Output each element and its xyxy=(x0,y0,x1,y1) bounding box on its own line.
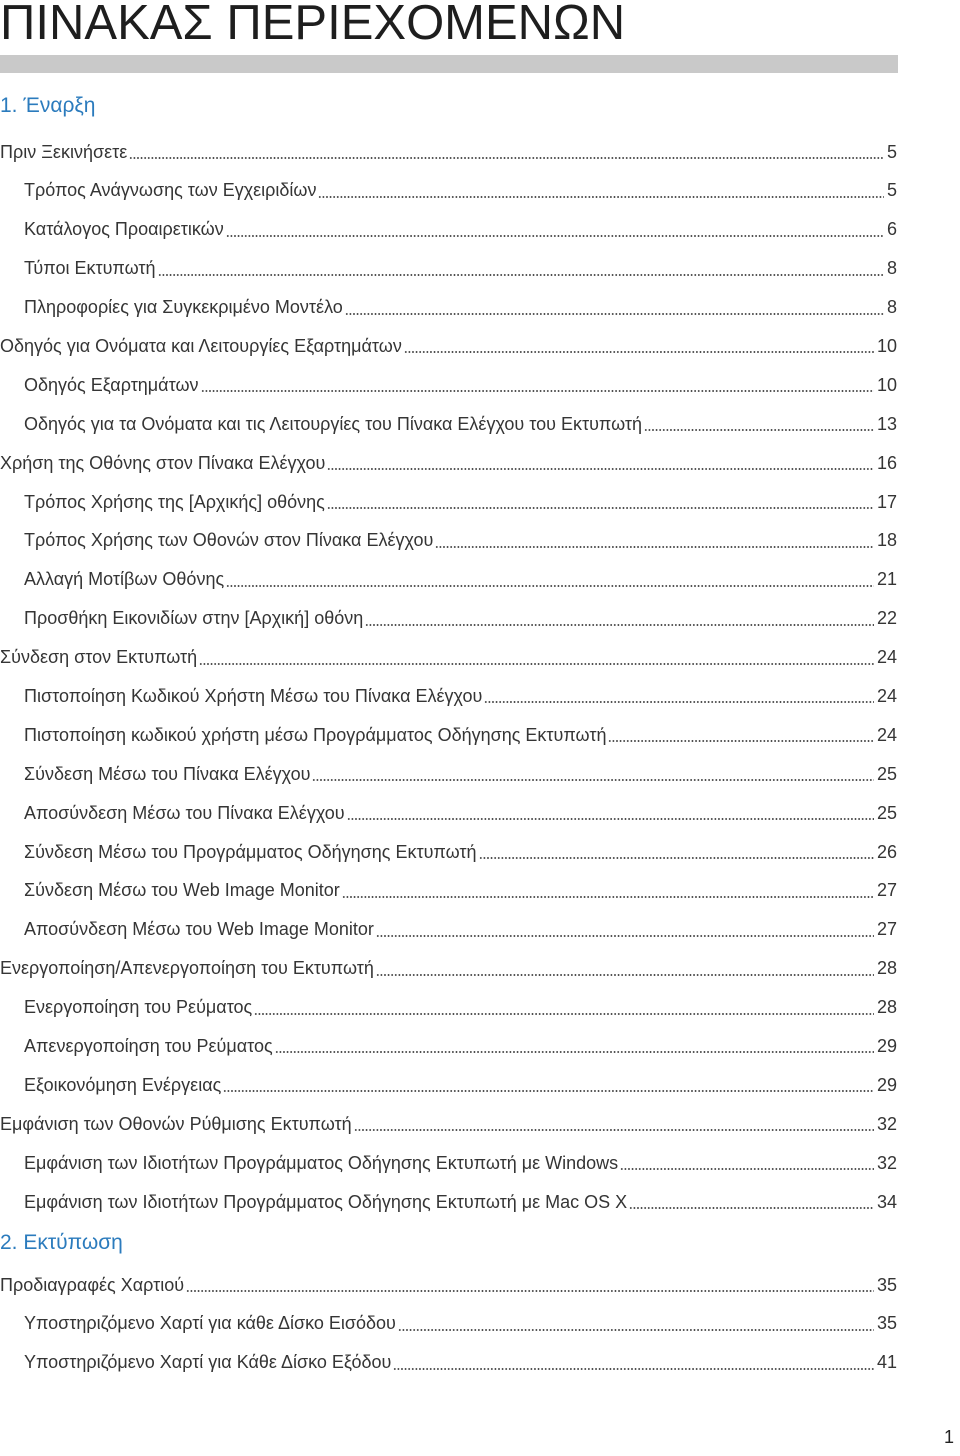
chapter-heading[interactable]: 1. Έναρξη xyxy=(0,93,96,117)
toc-entry-title: Αλλαγή Μοτίβων Οθόνης xyxy=(24,569,225,590)
toc-entry[interactable] xyxy=(0,560,897,599)
dot-leader xyxy=(376,935,874,937)
toc-entry[interactable] xyxy=(0,871,897,910)
toc-entry-page: 29 xyxy=(876,1074,897,1095)
dot-leader xyxy=(376,974,874,976)
dot-leader xyxy=(629,1207,874,1209)
toc-entry-page: 27 xyxy=(876,919,897,940)
toc-entry[interactable] xyxy=(0,133,897,172)
toc-entry-title: Σύνδεση Μέσω του Πίνακα Ελέγχου xyxy=(24,763,311,784)
dot-leader xyxy=(347,818,874,820)
toc-entry-page: 34 xyxy=(876,1191,897,1212)
toc-entry-page: 28 xyxy=(876,997,897,1018)
toc-entry-title: Οδηγός για τα Ονόματα και τις Λειτουργίες του Πίνακα Ελέγχου του Εκτυπωτή xyxy=(24,413,643,434)
toc-entry-page: 17 xyxy=(876,491,897,512)
toc-entry-title: Προδιαγραφές Χαρτιού xyxy=(0,1274,185,1295)
dot-leader xyxy=(345,313,884,315)
toc-entry-title: Σύνδεση Μέσω του Προγράμματος Οδήγησης Εκτυπωτή xyxy=(24,841,477,862)
chapter-section xyxy=(0,1223,897,1383)
toc-list xyxy=(0,133,897,1222)
toc-entry[interactable] xyxy=(0,1304,897,1343)
dot-leader xyxy=(158,274,884,276)
toc-entry[interactable] xyxy=(0,599,897,638)
toc-entry-title: Ενεργοποίηση του Ρεύματος xyxy=(24,997,253,1018)
toc-entry-title: Τρόπος Χρήσης των Οθονών στον Πίνακα Ελέγχου xyxy=(24,530,434,551)
toc-entry-title: Τρόπος Χρήσης της [Αρχικής] οθόνης xyxy=(24,491,325,512)
toc-entry-title: Υποστηριζόμενο Χαρτί για Κάθε Δίσκο Εξόδου xyxy=(24,1352,392,1373)
page-title: ΠΙΝΑΚΑΣ ΠΕΡΙΕΧΟΜΕΝΩΝ xyxy=(0,0,626,50)
toc-entry[interactable] xyxy=(0,521,897,560)
toc-entry[interactable] xyxy=(0,1266,897,1305)
toc-entry[interactable] xyxy=(0,210,897,249)
dot-leader xyxy=(226,235,884,237)
toc-entry[interactable] xyxy=(0,1144,897,1183)
toc-entry-title: Προσθήκη Εικονιδίων στην [Αρχική] οθόνη xyxy=(24,608,364,629)
dot-leader xyxy=(404,351,874,353)
toc-entry-page: 8 xyxy=(886,297,897,318)
dot-leader xyxy=(479,857,874,859)
toc-entry-page: 25 xyxy=(876,763,897,784)
toc-entry[interactable] xyxy=(0,444,897,483)
toc-entry-title: Εξοικονόμηση Ενέργειας xyxy=(24,1074,222,1095)
toc-entry-page: 29 xyxy=(876,1035,897,1056)
toc-entry-page: 10 xyxy=(876,335,897,356)
toc-entry[interactable] xyxy=(0,794,897,833)
toc-entry-page: 35 xyxy=(876,1274,897,1295)
toc-entry[interactable] xyxy=(0,949,897,988)
toc-entry-page: 5 xyxy=(886,141,897,162)
page-number: 1 xyxy=(944,1427,955,1447)
toc-entry[interactable] xyxy=(0,1105,897,1144)
dot-leader xyxy=(354,1129,874,1131)
toc-entry-page: 32 xyxy=(876,1152,897,1173)
toc-entry-page: 35 xyxy=(876,1313,897,1334)
toc-entry-title: Τύποι Εκτυπωτή xyxy=(24,258,156,279)
toc-entry[interactable] xyxy=(0,1027,897,1066)
toc-entry-page: 6 xyxy=(886,219,897,240)
chapter-section xyxy=(0,86,897,1222)
toc-entry-page: 24 xyxy=(876,724,897,745)
toc-entry-page: 24 xyxy=(876,685,897,706)
toc-entry-page: 27 xyxy=(876,880,897,901)
toc-entry-title: Τρόπος Ανάγνωσης των Εγχειριδίων xyxy=(24,180,317,201)
toc-entry[interactable] xyxy=(0,677,897,716)
toc-entry-title: Εμφάνιση των Ιδιοτήτων Προγράμματος Οδήγησης Εκτυπωτή με Windows xyxy=(24,1152,619,1173)
toc-entry[interactable] xyxy=(0,1343,897,1382)
toc-entry[interactable] xyxy=(0,483,897,522)
toc-entry-page: 13 xyxy=(876,413,897,434)
dot-leader xyxy=(608,740,874,742)
toc-entry[interactable] xyxy=(0,366,897,405)
toc-entry-title: Οδηγός Εξαρτημάτων xyxy=(24,374,199,395)
dot-leader xyxy=(223,1090,874,1092)
toc-entry-page: 25 xyxy=(876,802,897,823)
toc-entry[interactable] xyxy=(0,1183,897,1222)
toc-list xyxy=(0,1266,897,1383)
toc-entry[interactable] xyxy=(0,833,897,872)
toc-entry[interactable] xyxy=(0,1066,897,1105)
toc-entry-page: 32 xyxy=(876,1113,897,1134)
toc-entry[interactable] xyxy=(0,755,897,794)
toc-entry[interactable] xyxy=(0,249,897,288)
toc-entry-title: Οδηγός για Ονόματα και Λειτουργίες Εξαρτημάτων xyxy=(0,335,402,356)
toc-entry-page: 16 xyxy=(876,452,897,473)
dot-leader xyxy=(435,546,874,548)
dot-leader xyxy=(226,585,874,587)
toc-entry[interactable] xyxy=(0,171,897,210)
toc-entry-page: 22 xyxy=(876,608,897,629)
toc-entry-title: Αποσύνδεση Μέσω του Web Image Monitor xyxy=(24,919,374,940)
dot-leader xyxy=(484,701,874,703)
toc-entry-title: Πληροφορίες για Συγκεκριμένο Μοντέλο xyxy=(24,297,343,318)
toc-entry-page: 28 xyxy=(876,958,897,979)
dot-leader xyxy=(201,390,874,392)
toc-entry[interactable] xyxy=(0,638,897,677)
dot-leader xyxy=(620,1168,874,1170)
toc-entry-title: Πιστοποίηση Κωδικού Χρήστη Μέσω του Πίνακα Ελέγχου xyxy=(24,685,483,706)
toc-entry-title: Πριν Ξεκινήσετε xyxy=(0,141,128,162)
toc-entry-title: Σύνδεση Μέσω του Web Image Monitor xyxy=(24,880,340,901)
toc-entry-title: Αποσύνδεση Μέσω του Πίνακα Ελέγχου xyxy=(24,802,345,823)
toc-entry-page: 24 xyxy=(876,647,897,668)
toc-entry[interactable] xyxy=(0,405,897,444)
toc-entry-title: Χρήση της Οθόνης στον Πίνακα Ελέγχου xyxy=(0,452,326,473)
toc-entry-page: 8 xyxy=(886,258,897,279)
dot-leader xyxy=(199,663,874,665)
toc-entry[interactable] xyxy=(0,910,897,949)
dot-leader xyxy=(398,1329,874,1331)
toc-entry-title: Πιστοποίηση κωδικού χρήστη μέσω Προγράμματος Οδήγησης Εκτυπωτή xyxy=(24,724,607,745)
dot-leader xyxy=(393,1368,874,1370)
toc-entry-title: Απενεργοποίηση του Ρεύματος xyxy=(24,1035,273,1056)
dot-leader xyxy=(275,1051,874,1053)
chapter-heading[interactable]: 2. Εκτύπωση xyxy=(0,1230,123,1254)
toc-entry-page: 18 xyxy=(876,530,897,551)
dot-leader xyxy=(644,429,874,431)
toc-entry-page: 21 xyxy=(876,569,897,590)
title-rule xyxy=(0,55,898,73)
toc-entry[interactable] xyxy=(0,327,897,366)
dot-leader xyxy=(312,779,873,781)
toc-entry-title: Εμφάνιση των Ιδιοτήτων Προγράμματος Οδήγησης Εκτυπωτή με Mac OS X xyxy=(24,1191,628,1212)
dot-leader xyxy=(129,157,884,159)
toc-entry-page: 5 xyxy=(886,180,897,201)
toc-entry-title: Εμφάνιση των Οθονών Ρύθμισης Εκτυπωτή xyxy=(0,1113,352,1134)
toc-entry-title: Σύνδεση στον Εκτυπωτή xyxy=(0,647,198,668)
toc-entry-page: 26 xyxy=(876,841,897,862)
dot-leader xyxy=(318,196,884,198)
toc-entry-title: Υποστηριζόμενο Χαρτί για κάθε Δίσκο Εισόδου xyxy=(24,1313,396,1334)
dot-leader xyxy=(342,896,874,898)
dot-leader xyxy=(327,507,874,509)
dot-leader xyxy=(365,624,874,626)
toc-entry-page: 41 xyxy=(876,1352,897,1373)
toc-entry-title: Κατάλογος Προαιρετικών xyxy=(24,219,224,240)
toc-entry[interactable] xyxy=(0,288,897,327)
toc-entry[interactable] xyxy=(0,988,897,1027)
dot-leader xyxy=(327,468,874,470)
dot-leader xyxy=(186,1290,874,1292)
toc-entry-title: Ενεργοποίηση/Απενεργοποίηση του Εκτυπωτή xyxy=(0,958,374,979)
dot-leader xyxy=(254,1013,874,1015)
toc-entry[interactable] xyxy=(0,716,897,755)
toc-entry-page: 10 xyxy=(876,374,897,395)
